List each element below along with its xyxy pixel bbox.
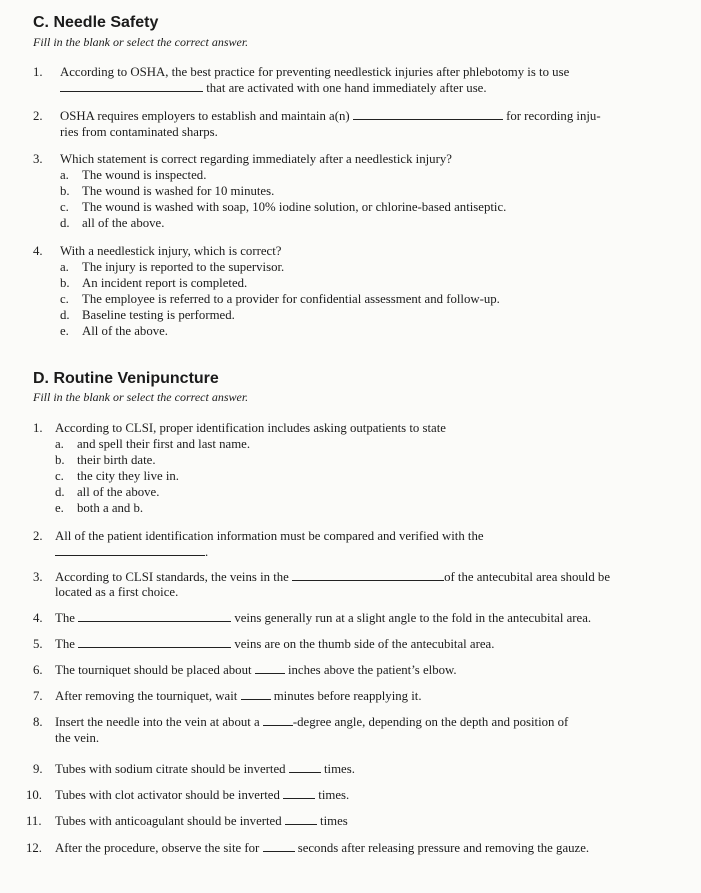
option-d1-e[interactable] <box>55 500 143 516</box>
question-text-cont: veins generally run at a slight angle to the fold in the antecubital area. <box>234 611 592 625</box>
question-number: 1. <box>33 65 43 79</box>
question-number: 5. <box>33 637 43 651</box>
option-text: their birth date. <box>77 453 156 467</box>
option-text: The employee is referred to a provider for confidential assessment and follow-up. <box>82 292 500 306</box>
question-d10 <box>26 787 666 803</box>
answer-blank[interactable] <box>78 610 231 622</box>
question-text-cont: ries from contaminated sharps. <box>60 125 218 139</box>
question-d8 <box>33 714 683 746</box>
option-letter: a. <box>60 168 69 182</box>
option-text: the city they live in. <box>77 469 179 483</box>
question-d5 <box>33 636 673 652</box>
question-text: Tubes with sodium citrate should be inverted <box>55 762 286 776</box>
question-text-cont: -degree angle, depending on the depth and position of <box>292 715 569 729</box>
option-c4-b[interactable] <box>60 275 247 291</box>
question-text-cont: . <box>205 545 209 559</box>
option-c3-b[interactable] <box>60 183 274 199</box>
section-c-title: C. Needle Safety <box>33 14 159 31</box>
option-letter: c. <box>55 469 64 483</box>
answer-blank[interactable] <box>55 544 205 556</box>
question-text: After removing the tourniquet, wait <box>55 689 238 703</box>
question-d2 <box>33 528 673 560</box>
answer-blank[interactable] <box>285 813 317 825</box>
question-number: 3. <box>33 152 43 166</box>
option-c4-e[interactable] <box>60 323 168 339</box>
option-letter: e. <box>60 324 69 338</box>
option-c4-c[interactable] <box>60 291 500 307</box>
question-number: 7. <box>33 689 43 703</box>
option-letter: b. <box>55 453 65 467</box>
question-text: After the procedure, observe the site for <box>55 841 260 855</box>
question-d11 <box>26 813 666 829</box>
option-c4-d[interactable] <box>60 307 235 323</box>
option-text: The wound is washed with soap, 10% iodine solution, or chlorine-based antiseptic. <box>82 200 507 214</box>
question-text-cont: the vein. <box>55 731 100 745</box>
question-text: Tubes with anticoagulant should be inverted <box>55 814 282 828</box>
answer-blank[interactable] <box>353 108 503 120</box>
question-text-cont: located as a first choice. <box>55 585 179 599</box>
option-c3-a[interactable] <box>60 167 206 183</box>
option-text: Baseline testing is performed. <box>82 308 235 322</box>
answer-blank[interactable] <box>289 761 321 773</box>
question-text: The <box>55 611 75 625</box>
question-d9 <box>33 761 673 777</box>
question-text-cont: for recording inju- <box>506 109 601 123</box>
answer-blank[interactable] <box>241 688 271 700</box>
option-text: both a and b. <box>77 501 144 515</box>
question-text: According to CLSI standards, the veins in the <box>55 570 289 584</box>
option-letter: b. <box>60 276 70 290</box>
question-text: According to CLSI, proper identification includes asking outpatients to state <box>55 421 446 435</box>
answer-blank[interactable] <box>255 662 285 674</box>
question-d1 <box>33 420 673 436</box>
question-number: 6. <box>33 663 43 677</box>
question-c4 <box>33 243 673 259</box>
question-text: The tourniquet should be placed about <box>55 663 252 677</box>
option-c4-a[interactable] <box>60 259 284 275</box>
question-number: 12. <box>26 841 42 855</box>
option-text: and spell their first and last name. <box>77 437 251 451</box>
question-text: With a needlestick injury, which is correct? <box>60 244 282 258</box>
question-number: 2. <box>33 109 43 123</box>
option-letter: d. <box>60 216 70 230</box>
option-letter: a. <box>60 260 69 274</box>
question-number: 2. <box>33 529 43 543</box>
option-d1-d[interactable] <box>55 484 159 500</box>
question-number: 1. <box>33 421 43 435</box>
option-text: The wound is inspected. <box>82 168 207 182</box>
question-text-cont: that are activated with one hand immediately after use. <box>206 81 487 95</box>
question-d4 <box>33 610 673 626</box>
option-letter: d. <box>55 485 65 499</box>
question-text: Which statement is correct regarding immediately after a needlestick injury? <box>60 152 452 166</box>
question-d3 <box>33 569 683 601</box>
question-d12 <box>26 840 686 856</box>
option-text: The wound is washed for 10 minutes. <box>82 184 275 198</box>
option-letter: b. <box>60 184 70 198</box>
answer-blank[interactable] <box>292 569 444 581</box>
question-number: 9. <box>33 762 43 776</box>
question-number: 3. <box>33 570 43 584</box>
section-d-instructions: Fill in the blank or select the correct answer. <box>33 390 249 404</box>
question-number: 4. <box>33 244 43 258</box>
question-text-cont: seconds after releasing pressure and removing the gauze. <box>297 841 590 855</box>
question-number: 10. <box>26 788 42 802</box>
answer-blank[interactable] <box>60 80 203 92</box>
question-text-cont: minutes before reapplying it. <box>273 689 422 703</box>
question-text: All of the patient identification information must be compared and verified with the <box>55 529 484 543</box>
question-text: Tubes with clot activator should be inverted <box>55 788 280 802</box>
option-letter: c. <box>60 200 69 214</box>
question-d7 <box>33 688 673 704</box>
question-text-cont: times <box>320 814 348 828</box>
option-letter: d. <box>60 308 70 322</box>
question-c2 <box>33 108 673 140</box>
option-d1-c[interactable] <box>55 468 179 484</box>
question-number: 11. <box>26 814 42 828</box>
question-text: Insert the needle into the vein at about a <box>55 715 260 729</box>
answer-blank[interactable] <box>78 636 231 648</box>
answer-blank[interactable] <box>263 714 293 726</box>
option-letter: c. <box>60 292 69 306</box>
option-text: all of the above. <box>82 216 165 230</box>
option-c3-d[interactable] <box>60 215 164 231</box>
question-number: 8. <box>33 715 43 729</box>
question-text-cont: inches above the patient’s elbow. <box>287 663 457 677</box>
answer-blank[interactable] <box>263 840 295 852</box>
question-text-cont: of the antecubital area should be <box>444 570 610 584</box>
question-number: 4. <box>33 611 43 625</box>
question-text-cont: times. <box>323 762 355 776</box>
question-d6 <box>33 662 673 678</box>
option-text: An incident report is completed. <box>82 276 248 290</box>
question-text: OSHA requires employers to establish and maintain a(n) <box>60 109 350 123</box>
question-text-cont: veins are on the thumb side of the antecubital area. <box>234 637 495 651</box>
option-text: all of the above. <box>77 485 160 499</box>
question-text: According to OSHA, the best practice for preventing needlestick injuries after phlebotomy is to use <box>60 65 570 79</box>
question-c1 <box>33 64 673 96</box>
question-text: The <box>55 637 75 651</box>
option-letter: e. <box>55 501 64 515</box>
option-d1-b[interactable] <box>55 452 156 468</box>
section-c-instructions: Fill in the blank or select the correct answer. <box>33 35 249 49</box>
option-text: The injury is reported to the supervisor. <box>82 260 285 274</box>
option-letter: a. <box>55 437 64 451</box>
question-text-cont: times. <box>318 788 350 802</box>
option-text: All of the above. <box>82 324 168 338</box>
section-d-title: D. Routine Venipuncture <box>33 370 219 387</box>
option-d1-a[interactable] <box>55 436 250 452</box>
option-c3-c[interactable] <box>60 199 506 215</box>
answer-blank[interactable] <box>283 787 315 799</box>
